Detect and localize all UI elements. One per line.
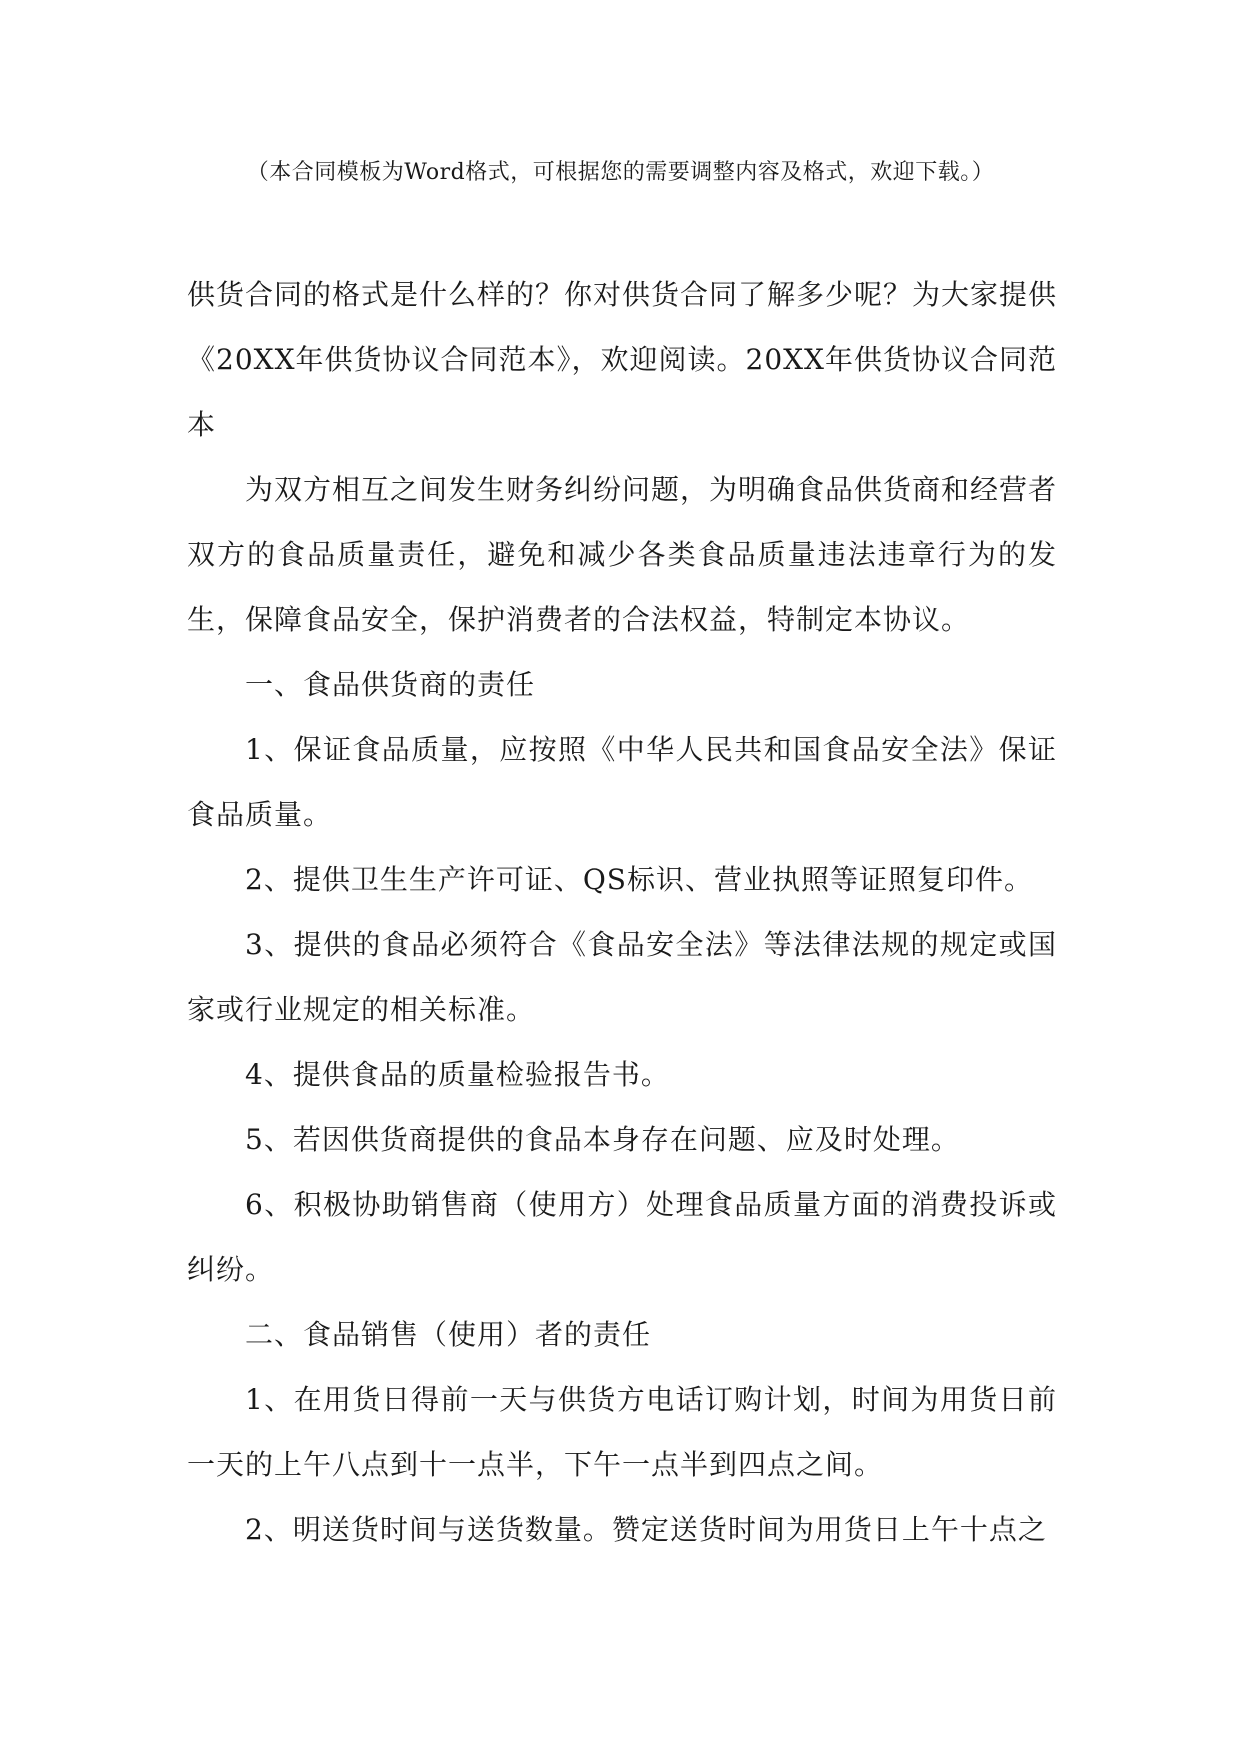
section-heading-seller: 二、食品销售（使用）者的责任 bbox=[245, 1318, 652, 1351]
supplier-clause-6: 6、积极协助销售商（使用方）处理食品质量方面的消费投诉或纠纷。 bbox=[187, 1188, 1057, 1286]
supplier-clause-3: 3、提供的食品必须符合《食品安全法》等法律法规的规定或国家或行业规定的相关标准。 bbox=[187, 928, 1057, 1026]
intro-paragraph: 供货合同的格式是什么样的？你对供货合同了解多少呢？为大家提供《20XX年供货协议合同范本》，欢迎阅读。20XX年供货协议合同范本 bbox=[187, 278, 1058, 441]
supplier-clause-1: 1、保证食品质量，应按照《中华人民共和国食品安全法》保证食品质量。 bbox=[187, 733, 1057, 831]
seller-clause-1: 1、在用货日得前一天与供货方电话订购计划，时间为用货日前一天的上午八点到十一点半，下午一点半到四点之间。 bbox=[187, 1383, 1057, 1481]
template-note: （本合同模板为Word格式，可根据您的需要调整内容及格式，欢迎下载。） bbox=[246, 160, 995, 185]
supplier-clause-4: 4、提供食品的质量检验报告书。 bbox=[245, 1058, 670, 1091]
supplier-clause-2: 2、提供卫生生产许可证、QS标识、营业执照等证照复印件。 bbox=[245, 863, 1033, 896]
section-heading-supplier: 一、食品供货商的责任 bbox=[245, 668, 536, 701]
seller-clause-2: 2、明送货时间与送货数量。赞定送货时间为用货日上午十点之 bbox=[245, 1513, 1047, 1546]
supplier-clause-5: 5、若因供货商提供的食品本身存在问题、应及时处理。 bbox=[245, 1123, 960, 1156]
document-body bbox=[187, 262, 1057, 1562]
purpose-paragraph: 为双方相互之间发生财务纠纷问题，为明确食品供货商和经营者双方的食品质量责任，避免和减少各类食品质量违法违章行为的发生，保障食品安全，保护消费者的合法权益，特制定本协议。 bbox=[187, 473, 1058, 636]
